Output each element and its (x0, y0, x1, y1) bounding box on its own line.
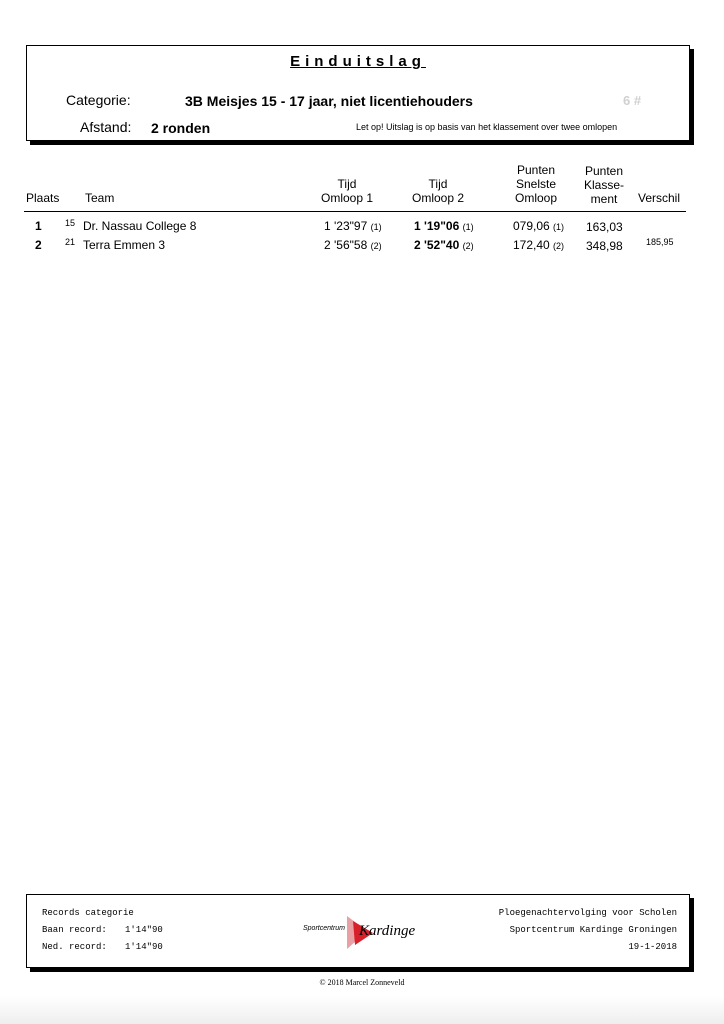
category-number: 6 # (623, 93, 642, 108)
ned-record-value: 1'14"90 (125, 942, 163, 952)
row-tijd2 (414, 238, 474, 252)
row-tijd1 (324, 238, 382, 252)
row-snelste-value: 079,06 (513, 219, 550, 233)
row-team: Dr. Nassau College 8 (83, 219, 197, 233)
footer-box (26, 894, 690, 968)
row-tijd1-rank: (2) (370, 241, 382, 251)
row-team: Terra Emmen 3 (83, 238, 166, 252)
row-tijd2 (414, 219, 474, 233)
row-snelste (513, 238, 564, 252)
row-nummer: 21 (65, 237, 76, 247)
row-tijd2-value: 1 '19"06 (414, 219, 460, 233)
col-header-punten-klassement (575, 164, 633, 206)
row-tijd2-rank: (1) (462, 222, 474, 232)
col-header-team: Team (85, 191, 115, 205)
col-header-klassement-line2: Klasse- (583, 178, 624, 192)
logo-big-text: Kardinge (359, 923, 416, 939)
col-header-klassement-line1: Punten (584, 164, 624, 178)
col-header-tijd2-line1: Tijd (428, 177, 448, 191)
footer-right-line2: Sportcentrum Kardinge Groningen (509, 925, 677, 935)
row-klassement: 163,03 (586, 220, 623, 234)
row-plaats: 2 (35, 238, 42, 252)
row-tijd2-rank: (2) (462, 241, 474, 251)
col-header-klassement-line3: ment (590, 192, 618, 206)
header-box (26, 45, 690, 141)
row-snelste (513, 219, 564, 233)
row-tijd1-value: 2 '56"58 (324, 238, 368, 252)
row-snelste-rank: (1) (553, 222, 565, 232)
row-snelste-rank: (2) (553, 241, 565, 251)
row-verschil: 185,95 (646, 237, 674, 247)
distance-value: 2 ronden (151, 120, 211, 136)
logo-small-text: Sportcentrum (303, 925, 346, 932)
col-header-tijd1-line1: Tijd (337, 177, 357, 191)
baan-record-value: 1'14"90 (125, 925, 163, 935)
row-snelste-value: 172,40 (513, 238, 550, 252)
col-header-tijd2 (408, 177, 468, 205)
row-tijd1-value: 1 '23"97 (324, 219, 368, 233)
row-tijd2-value: 2 '52"40 (414, 238, 460, 252)
row-nummer: 15 (65, 218, 76, 228)
footer-date: 19-1-2018 (628, 942, 677, 952)
row-tijd1 (324, 219, 382, 233)
row-plaats: 1 (35, 219, 42, 233)
records-title: Records categorie (42, 908, 134, 918)
header-divider (24, 211, 686, 212)
col-header-tijd1-line2: Omloop 1 (320, 191, 374, 205)
copyright: © 2018 Marcel Zonneveld (319, 978, 405, 987)
col-header-tijd1 (317, 177, 377, 205)
footer-right-line1: Ploegenachtervolging voor Scholen (498, 908, 677, 918)
col-header-snelste-line2: Snelste (515, 177, 557, 191)
col-header-snelste-line1: Punten (516, 163, 556, 177)
col-header-snelste-line3: Omloop (514, 191, 558, 205)
row-klassement: 348,98 (586, 239, 623, 253)
page-bottom-shade (0, 996, 724, 1024)
col-header-punten-snelste (506, 163, 566, 205)
col-header-verschil: Verschil (638, 191, 681, 205)
kardinge-logo (303, 911, 433, 951)
baan-record-label: Baan record: (42, 925, 107, 935)
row-tijd1-rank: (1) (370, 222, 382, 232)
category-value: 3B Meisjes 15 - 17 jaar, niet licentiehouders (185, 93, 473, 109)
col-header-tijd2-line2: Omloop 2 (411, 191, 465, 205)
ned-record-label: Ned. record: (42, 942, 107, 952)
category-label: Categorie: (66, 92, 131, 108)
page-title: Einduitslag (290, 53, 426, 70)
col-header-plaats: Plaats (26, 191, 60, 205)
distance-label: Afstand: (80, 119, 132, 135)
ranking-note: Let op! Uitslag is op basis van het klassement over twee omlopen (356, 122, 618, 132)
